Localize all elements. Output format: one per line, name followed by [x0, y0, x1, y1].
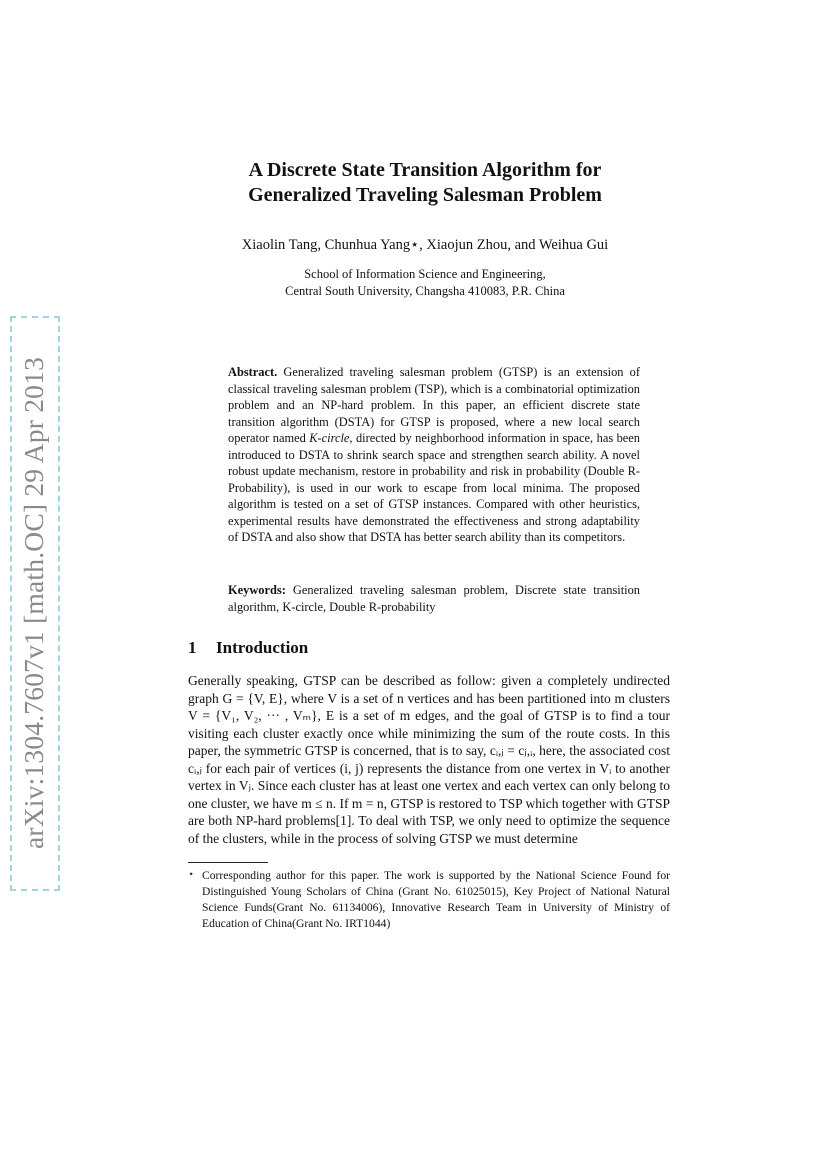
arxiv-stamp — [10, 316, 60, 891]
title-line-2: Generalized Traveling Salesman Problem — [248, 184, 602, 206]
footnote-text: Corresponding author for this paper. The work is supported by the National Science Found for Distinguished Young Scholars of China (Grant No. 61025015), Key Project of National Natural Science Funds(Grant No. 61134006), Innovative Research Team in University of Ministry of Education of China(Grant No. IRT1044) — [202, 869, 670, 930]
abstract-emphasis: K-circle — [309, 431, 350, 445]
abstract-text-b: , directed by neighborhood information in space, has been introduced to DSTA to shrink search space and strengthen search ability. A novel robust update mechanism, restore in probability and risk in probability (Double R-Probability), is used in our work to escape from local minima. The proposed algorithm is tested on a set of GTSP instances. Compared with other heuristics, experimental results have demonstrated the effectiveness and strong adaptability of DSTA and also show that DSTA has better search ability than its competitors. — [228, 431, 640, 544]
section-title: Introduction — [216, 638, 309, 657]
footnote-rule — [188, 862, 268, 863]
section-number: 1 — [188, 638, 197, 657]
footnote — [188, 867, 670, 932]
affiliation-line-1: School of Information Science and Engineering, — [304, 267, 546, 281]
intro-paragraph: Generally speaking, GTSP can be described as follow: given a completely undirected graph G = {V, E}, where V is a set of n vertices and has been partitioned into m clusters V = {V₁, V₂, ··· , Vₘ}, E is a set of m edges, and the goal of GTSP is to find a tour visiting each cluster exactly once while minimizing the sum of the route costs. In this paper, the symmetric GTSP is concerned, that is to say, cᵢ,ⱼ = cⱼ,ᵢ, here, the associated cost cᵢ,ⱼ for each pair of vertices (i, j) represents the distance from one vertex in Vᵢ to another vertex in Vⱼ. Since each cluster has at least one vertex and each vertex can only belong to one cluster, we have m ≤ n. If m = n, GTSP is restored to TSP which together with GTSP are both NP-hard problems[1]. To deal with TSP, we only need to optimize the sequence of the clusters, while in the process of solving GTSP we must determine — [188, 673, 670, 846]
keywords-text: Generalized traveling salesman problem, Discrete state transition algorithm, K-circle, Double R-probability — [228, 583, 640, 614]
abstract-label: Abstract. — [228, 365, 278, 379]
affiliation — [150, 266, 700, 300]
title-line-1: A Discrete State Transition Algorithm for — [248, 159, 602, 181]
abstract-text-a: Generalized traveling salesman problem (GTSP) is an extension of classical traveling salesman problem (TSP), which is a combinatorial optimization problem and an NP-hard problem. In this paper, an efficient discrete state transition algorithm (DSTA) for GTSP is proposed, where a new local search operator named — [228, 365, 640, 445]
affiliation-line-2: Central South University, Changsha 410083, P.R. China — [285, 284, 565, 298]
arxiv-identifier: arXiv:1304.7607v1 [math.OC] 29 Apr 2013 — [18, 356, 49, 850]
author-list: Xiaolin Tang, Chunhua Yang⋆, Xiaojun Zhou, and Weihua Gui — [241, 237, 609, 253]
keywords — [228, 582, 640, 615]
abstract — [228, 364, 640, 546]
paper-title — [150, 158, 700, 208]
section-heading — [188, 638, 668, 658]
keywords-label: Keywords: — [228, 583, 286, 597]
footnote-mark: ⋆ — [188, 869, 195, 880]
